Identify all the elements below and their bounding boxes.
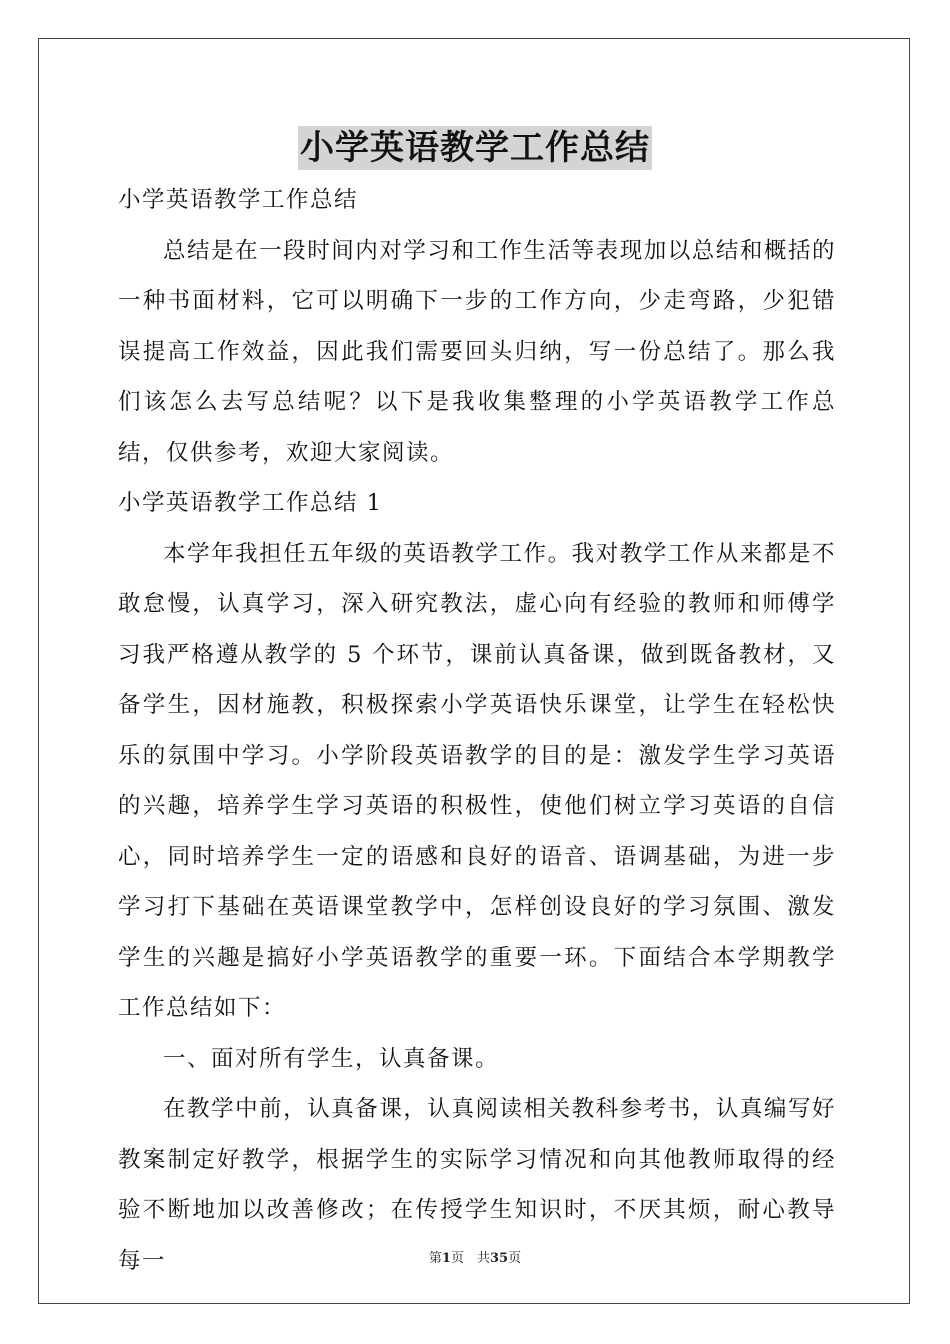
paragraph-point-heading: 一、面对所有学生，认真备课。 (163, 1045, 500, 1072)
paragraph-body: 在教学中前，认真备课，认真阅读相关教科参考书，认真编写好教案制定好教学，根据学生的实际学习情况和向其他教师取得的经验不断地加以改善修改；在传授学生知识时，不厌其烦，耐心教导每一 (118, 1096, 836, 1274)
page-footer (0, 1247, 950, 1266)
page-number-suffix: 页 (508, 1251, 522, 1266)
paragraph-intro: 总结是在一段时间内对学习和工作生活等表现加以总结和概括的一种书面材料，它可以明确下一步的工作方向，少走弯路，少犯错误提高工作效益，因此我们需要回头归纳，写一份总结了。那么我们该怎么去写总结呢？以下是我收集整理的小学英语教学工作总结，仅供参考，欢迎大家阅读。 (118, 237, 836, 466)
document-body (118, 175, 836, 1286)
document-title: 小学英语教学工作总结 (300, 128, 650, 168)
page-number-prefix: 第 (428, 1251, 442, 1266)
paragraph-subtitle: 小学英语教学工作总结 (118, 187, 359, 213)
page-number-mid: 页 共 (450, 1251, 490, 1266)
page-number-current: 1 (441, 1251, 451, 1266)
paragraph-section-heading: 小学英语教学工作总结 1 (118, 490, 383, 516)
page-number-total: 35 (489, 1251, 509, 1266)
title-container (0, 126, 950, 170)
paragraph-body: 本学年我担任五年级的英语教学工作。我对教学工作从来都是不敢怠慢，认真学习，深入研究教法，虚心向有经验的教师和师傅学习我严格遵从教学的 5 个环节，课前认真备课，做到既备教材，又备学生，因材施教，积极探索小学英语快乐课堂，让学生在轻松快乐的氛围中学习。小学阶段英语教学的目的是：激发学生学习英语的兴趣，培养学生学习英语的积极性，使他们树立学习英语的自信心，同时培养学生一定的语感和良好的语音、语调基础，为进一步学习打下基础在英语课堂教学中，怎样创设良好的学习氛围、激发学生的兴趣是搞好小学英语教学的重要一环。下面结合本学期教学工作总结如下： (118, 540, 836, 1021)
